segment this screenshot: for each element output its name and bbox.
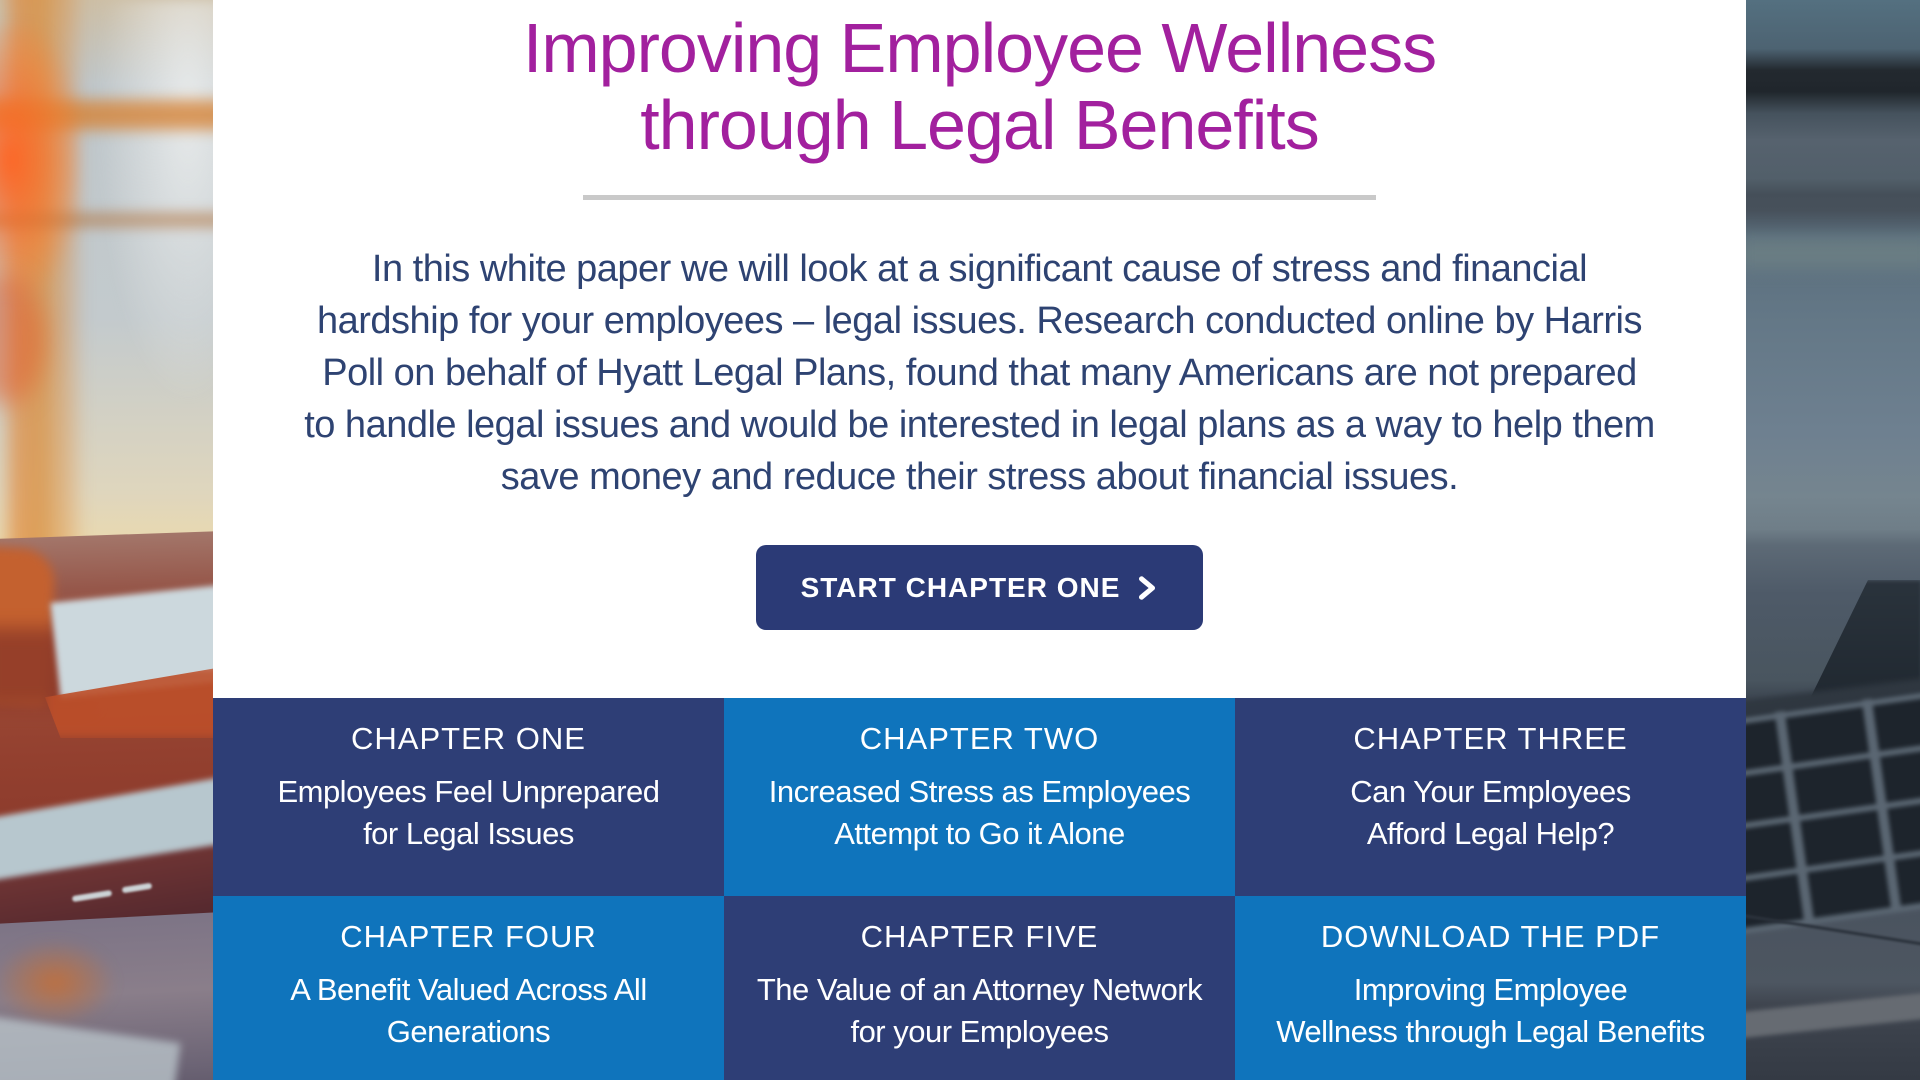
- intro-line: hardship for your employees – legal issues. Research conducted online by Harris: [317, 300, 1642, 342]
- chapter-title: Increased Stress as Employees Attempt to Go it Alone: [768, 774, 1191, 851]
- chapter-title: The Value of an Attorney Network for your Employees: [756, 972, 1203, 1049]
- background-photo-left: [0, 0, 213, 1080]
- sun-glow: [0, 25, 80, 295]
- intro-line: save money and reduce their stress about financial issues.: [500, 456, 1459, 498]
- warm-light-patch: [0, 940, 115, 1025]
- chapter-title: A Benefit Valued Across All Generations: [290, 972, 647, 1049]
- intro-line: to handle legal issues and would be interested in legal plans as a way to help them: [304, 404, 1655, 446]
- hero-section: [213, 0, 1746, 698]
- intro-paragraph: [213, 243, 1746, 503]
- chapter-tile-five[interactable]: [724, 896, 1235, 1080]
- laptop-keyboard: [1746, 681, 1920, 937]
- chapter-title: Improving Employee Wellness through Legal Benefits: [1276, 972, 1705, 1049]
- chapter-heading: CHAPTER FIVE: [860, 919, 1099, 954]
- page-title-line-2: through Legal Benefits: [640, 86, 1319, 164]
- horizon-haze: [1746, 238, 1920, 268]
- intro-line: In this white paper we will look at a significant cause of stress and financial: [371, 248, 1588, 290]
- chapter-title: Can Your Employees Afford Legal Help?: [1350, 774, 1631, 851]
- chapter-tile-three[interactable]: [1235, 698, 1746, 896]
- chapter-tile-four[interactable]: [213, 896, 724, 1080]
- content-panel: [213, 0, 1746, 1080]
- start-chapter-one-button[interactable]: [756, 545, 1203, 630]
- chapter-heading: CHAPTER TWO: [859, 721, 1100, 756]
- chapter-heading: CHAPTER ONE: [351, 721, 586, 756]
- chevron-right-icon: [1136, 574, 1158, 602]
- background-photo-right: [1746, 0, 1920, 1080]
- chapter-heading: CHAPTER FOUR: [340, 919, 597, 954]
- download-pdf-tile[interactable]: [1235, 896, 1746, 1080]
- title-divider: [583, 195, 1376, 200]
- chapter-title: Employees Feel Unprepared for Legal Issues: [277, 774, 660, 851]
- chapter-tile-one[interactable]: [213, 698, 724, 896]
- chapter-grid: [213, 698, 1746, 1080]
- start-chapter-one-label: START CHAPTER ONE: [800, 571, 1121, 603]
- page-title: [213, 0, 1746, 164]
- intro-line: Poll on behalf of Hyatt Legal Plans, found that many Americans are not prepared: [322, 352, 1637, 394]
- chapter-heading: CHAPTER THREE: [1353, 721, 1628, 756]
- chapter-tile-two[interactable]: [724, 698, 1235, 896]
- chapter-heading: DOWNLOAD THE PDF: [1320, 919, 1661, 954]
- page-title-line-1: Improving Employee Wellness: [522, 9, 1437, 87]
